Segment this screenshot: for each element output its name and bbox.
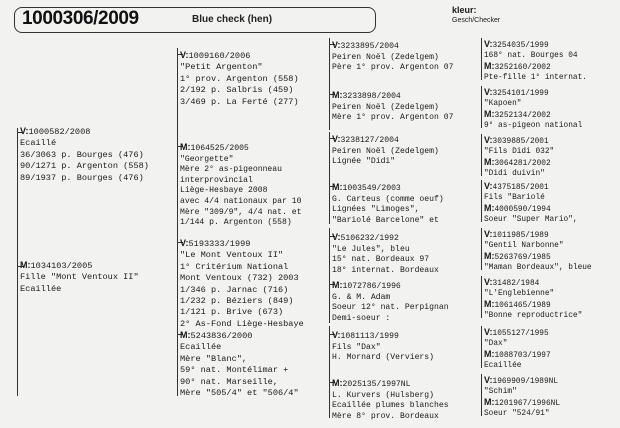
great-grandparent-block xyxy=(332,378,449,422)
great-great-grandparent-block xyxy=(484,40,578,61)
pedigree-note: "Dax" xyxy=(484,339,508,348)
ring-number xyxy=(484,204,578,216)
bracket-line xyxy=(329,326,330,418)
parent-tag: V: xyxy=(332,330,341,340)
bracket-line xyxy=(481,276,482,318)
great-grandparent-block xyxy=(332,134,439,168)
bracket-line xyxy=(481,134,482,176)
ring-number-text: 1072786/1996 xyxy=(342,282,401,291)
parent-tag: M: xyxy=(332,280,343,290)
ring-number-text: 1034103/2005 xyxy=(30,261,93,271)
pedigree-note: Père 1° prov. Argenton 07 xyxy=(332,63,454,73)
parent-tag: M: xyxy=(484,349,495,359)
pedigree-note: Ecaillé xyxy=(20,138,57,149)
parent-tag: V: xyxy=(332,232,341,242)
great-great-grandparent-block xyxy=(484,376,558,397)
ring-number-text: 3233898/2004 xyxy=(342,92,401,101)
ring-number-text: 5243836/2000 xyxy=(190,331,253,341)
ring-number xyxy=(484,398,560,410)
ring-number-text: 4375185/2001 xyxy=(492,184,549,192)
parent-tag: V: xyxy=(484,327,493,337)
pedigree-note: Peiren Noël (Zedelgem) xyxy=(332,52,439,62)
pedigree-note: Mère 2° as-pigeonneau xyxy=(180,165,282,175)
pedigree-note: Fils "Bariolé xyxy=(484,193,545,202)
great-great-grandparent-block xyxy=(484,88,549,109)
ring-number xyxy=(180,142,301,155)
ring-number-text: 3254035/1999 xyxy=(492,42,549,50)
ring-number xyxy=(20,126,149,138)
pedigree-note: Mère "505/4" et "506/4" xyxy=(180,388,299,399)
pedigree-note: "Georgette" xyxy=(180,154,234,164)
ring-number-text: 3252160/2002 xyxy=(494,64,551,72)
pedigree-note: 1/232 p. Béziers (849) xyxy=(180,296,294,307)
ring-number-text: 2025135/1997NL xyxy=(342,380,411,389)
great-great-grandparent-block xyxy=(484,110,582,131)
pigeon-color: Blue check (hen) xyxy=(192,14,273,25)
pedigree-note: Lignée "Didi" xyxy=(332,157,396,167)
ring-number-text: 3064281/2002 xyxy=(494,160,551,168)
ring-number-text: 31482/1984 xyxy=(492,280,540,288)
bracket-line xyxy=(329,38,330,130)
ring-number xyxy=(332,378,449,391)
pedigree-note: "Gentil Narbonne" xyxy=(484,241,564,250)
parent-tag: M: xyxy=(484,251,495,261)
pedigree-note: 90/1271 p. Argenton (558) xyxy=(20,161,149,172)
ring-number-text: 5106232/1992 xyxy=(340,234,399,243)
pedigree-note: "Petit Argenton" xyxy=(180,62,263,73)
parent-tag: M: xyxy=(484,299,495,309)
parent-tag: V: xyxy=(484,39,493,49)
parent-tag: M: xyxy=(180,142,191,152)
pedigree-note: Ecaillée xyxy=(484,361,522,370)
pedigree-note: Demi-soeur : xyxy=(332,313,391,323)
grandparent-block xyxy=(180,330,299,399)
parent-tag: M: xyxy=(484,203,495,213)
bracket-line xyxy=(481,86,482,128)
great-great-grandparent-block xyxy=(484,158,551,179)
bracket-line xyxy=(177,238,178,396)
pedigree-note: Soeur 12° nat. Perpignan xyxy=(332,303,449,313)
parent-tag: V: xyxy=(332,40,341,50)
great-grandparent-block xyxy=(332,182,444,226)
ring-number xyxy=(484,350,551,362)
pedigree-note: H. Mornard (Verviers) xyxy=(332,353,434,363)
great-great-grandparent-block xyxy=(484,350,551,371)
great-great-grandparent-block xyxy=(484,136,554,157)
parent-tag: V: xyxy=(484,87,493,97)
bracket-line xyxy=(177,48,178,238)
ring-number-text: 1003549/2003 xyxy=(342,184,401,193)
parent-tag: M: xyxy=(484,157,495,167)
bracket-line xyxy=(481,38,482,80)
ring-number-text: 1009160/2006 xyxy=(188,51,251,61)
pedigree-note: Mère "309/9", 4/4 nat. et xyxy=(180,207,302,217)
ring-number xyxy=(180,50,299,62)
ring-number xyxy=(484,136,554,148)
ring-number-text: 3238127/2004 xyxy=(340,136,399,145)
parent-tag: V: xyxy=(180,50,189,60)
ring-number-text: 5193333/1999 xyxy=(188,239,251,249)
pedigree-note: 1° Critérium National xyxy=(180,261,289,272)
ring-number-text: 3039885/2001 xyxy=(492,138,549,146)
pedigree-note: 168° nat. Bourges 04 xyxy=(484,51,578,60)
pedigree-note: avec 4/4 nationaux par 10 xyxy=(180,196,302,206)
pedigree-note: Peiren Noël (Zedelgem) xyxy=(332,102,439,112)
kleur-label: kleur: xyxy=(452,5,477,15)
great-grandparent-block xyxy=(332,90,453,124)
parent-tag: V: xyxy=(332,134,341,144)
pedigree-note: Ecaillée xyxy=(180,342,222,353)
ring-number xyxy=(332,40,453,53)
ring-number-text: 3233895/2004 xyxy=(340,42,399,51)
parent-tag: M: xyxy=(180,330,191,340)
pedigree-note: "Maman Bordeaux", bleue xyxy=(484,263,592,272)
ring-number xyxy=(332,134,439,147)
ring-number xyxy=(484,376,558,388)
pedigree-note: interprovincial xyxy=(180,175,253,185)
ring-number xyxy=(484,62,587,74)
parent-tag: V: xyxy=(180,238,189,248)
pedigree-note: "Didi duivin" xyxy=(484,169,545,178)
ring-number xyxy=(484,278,554,290)
parent-tag: V: xyxy=(484,277,493,287)
pigeon-ring-number: 1000306/2009 xyxy=(22,8,139,29)
parent-tag: V: xyxy=(484,375,493,385)
great-great-grandparent-block xyxy=(484,62,587,83)
pedigree-note: "Le Jules", bleu xyxy=(332,244,410,254)
pedigree-note: Ecaillée plumes blanches xyxy=(332,401,449,411)
ring-number xyxy=(332,232,439,245)
ring-number xyxy=(484,88,549,100)
ring-number-text: 3254101/1999 xyxy=(492,90,549,98)
pedigree-note: Peiren Noël (Zedelgem) xyxy=(332,146,439,156)
parent-tag: M: xyxy=(20,260,31,270)
great-great-grandparent-block xyxy=(484,230,564,251)
pedigree-note: Mère "Blanc", xyxy=(180,353,248,364)
ring-number xyxy=(332,182,444,195)
ring-number-text: 1011985/1989 xyxy=(492,232,549,240)
parent-tag: M: xyxy=(332,90,343,100)
ring-number xyxy=(484,158,551,170)
pedigree-note: 1/121 p. Brive (673) xyxy=(180,307,284,318)
ring-number-text: 4000590/1994 xyxy=(494,206,551,214)
bracket-line xyxy=(481,326,482,368)
ring-number-text: 1055127/1995 xyxy=(492,330,549,338)
grandparent-block xyxy=(180,142,301,229)
ring-number xyxy=(484,230,564,242)
kleur-value: Gesch/Checker xyxy=(452,17,501,24)
pedigree-note: "L'Englebienne" xyxy=(484,289,555,298)
pedigree-note: 1/346 p. Jarnac (716) xyxy=(180,284,289,295)
parent-tag: V: xyxy=(484,229,493,239)
pedigree-note: Liège-Hesbaye 2008 xyxy=(180,186,268,196)
pedigree-note: L. Kurvers (Hulsberg) xyxy=(332,390,434,400)
pedigree-note: "Bariolé Barcelone" et xyxy=(332,215,439,225)
pedigree-note: "Fils Didi 032" xyxy=(484,147,555,156)
pedigree-note: Soeur "Super Mario", xyxy=(484,215,578,224)
bracket-line xyxy=(329,228,330,323)
pedigree-note: Fille "Mont Ventoux II" xyxy=(20,272,139,283)
great-great-grandparent-block xyxy=(484,204,578,225)
pedigree-note: "Schim" xyxy=(484,387,517,396)
pedigree-note: 89/1937 p. Bourges (476) xyxy=(20,172,144,183)
ring-number xyxy=(180,330,299,342)
pedigree-note: "Le Mont Ventoux II" xyxy=(180,250,284,261)
pedigree-note: Mont Ventoux (732) 2003 xyxy=(180,273,299,284)
pedigree-note: 1/144 p. Argenton (558) xyxy=(180,218,292,228)
ring-number xyxy=(332,330,434,343)
parent-tag: V: xyxy=(20,126,29,136)
pedigree-note: 9° as-pigeon national xyxy=(484,121,583,130)
pedigree-note: 3/469 p. La Ferté (277) xyxy=(180,96,299,107)
pedigree-note: 36/3063 p. Bourges (476) xyxy=(20,149,144,160)
ring-number-text: 1088703/1997 xyxy=(494,352,551,360)
bracket-line xyxy=(481,374,482,416)
pedigree-note: Pte-fille 1° internat. xyxy=(484,73,587,82)
pedigree-note: 2° As-Fond Liège-Hesbaye xyxy=(180,318,304,329)
pedigree-note: 18° internat. Bordeaux xyxy=(332,265,439,275)
pedigree-note: Mère 1° prov. Argenton 07 xyxy=(332,113,454,123)
pedigree-note: Mère 8° prov. Bordeaux xyxy=(332,411,439,421)
ring-number-text: 1081113/1999 xyxy=(340,332,399,341)
pedigree-note: "Bonne reproductrice" xyxy=(484,311,583,320)
great-great-grandparent-block xyxy=(484,328,549,349)
great-grandparent-block xyxy=(332,232,439,276)
pedigree-note: Ecaillée xyxy=(20,283,62,294)
dam-block xyxy=(20,260,139,295)
ring-number xyxy=(484,182,549,194)
ring-number-text: 1201967/1996NL xyxy=(494,400,561,408)
ring-number xyxy=(484,300,582,312)
bracket-line xyxy=(17,128,18,396)
pedigree-note: 90° nat. Marseille, xyxy=(180,376,278,387)
ring-number-text: 3252134/2002 xyxy=(494,112,551,120)
pedigree-note: "Kapoen" xyxy=(484,99,522,108)
pedigree-note: Fils "Dax" xyxy=(332,342,381,352)
great-grandparent-block xyxy=(332,280,449,324)
parent-tag: M: xyxy=(332,182,343,192)
grandparent-block xyxy=(180,238,304,330)
great-great-grandparent-block xyxy=(484,300,582,321)
pedigree-note: 15° nat. Bordeaux 97 xyxy=(332,255,430,265)
pedigree-note: Lignées "Limoges", xyxy=(332,205,420,215)
ring-number-text: 1000582/2008 xyxy=(28,127,91,137)
great-grandparent-block xyxy=(332,40,453,74)
parent-tag: M: xyxy=(332,378,343,388)
bracket-line xyxy=(481,180,482,222)
great-great-grandparent-block xyxy=(484,278,554,299)
ring-number xyxy=(484,252,592,264)
bracket-line xyxy=(329,132,330,224)
pedigree-note: 1° prov. Argenton (558) xyxy=(180,73,299,84)
ring-number xyxy=(484,40,578,52)
parent-tag: M: xyxy=(484,61,495,71)
pedigree-note: Soeur "524/91" xyxy=(484,409,550,418)
great-great-grandparent-block xyxy=(484,252,592,273)
grandparent-block xyxy=(180,50,299,108)
ring-number xyxy=(332,280,449,293)
parent-tag: M: xyxy=(484,109,495,119)
great-grandparent-block xyxy=(332,330,434,364)
ring-number xyxy=(332,90,453,103)
ring-number xyxy=(484,110,582,122)
pedigree-note: G. Carteus (comme oeuf) xyxy=(332,194,444,204)
sire-block xyxy=(20,126,149,184)
great-great-grandparent-block xyxy=(484,182,549,203)
pedigree-note: G. & M. Adam xyxy=(332,292,391,302)
parent-tag: V: xyxy=(484,135,493,145)
ring-number xyxy=(180,238,304,250)
pedigree-note: 2/192 p. Salbris (459) xyxy=(180,85,294,96)
bracket-line xyxy=(481,228,482,270)
parent-tag: V: xyxy=(484,181,493,191)
ring-number-text: 1061465/1989 xyxy=(494,302,551,310)
ring-number-text: 1064525/2005 xyxy=(190,144,249,153)
pedigree-note: 59° nat. Montélimar + xyxy=(180,365,289,376)
ring-number-text: 1969909/1989NL xyxy=(492,378,559,386)
ring-number xyxy=(20,260,139,272)
ring-number xyxy=(484,328,549,340)
parent-tag: M: xyxy=(484,397,495,407)
ring-number-text: 5263769/1985 xyxy=(494,254,551,262)
great-great-grandparent-block xyxy=(484,398,560,419)
